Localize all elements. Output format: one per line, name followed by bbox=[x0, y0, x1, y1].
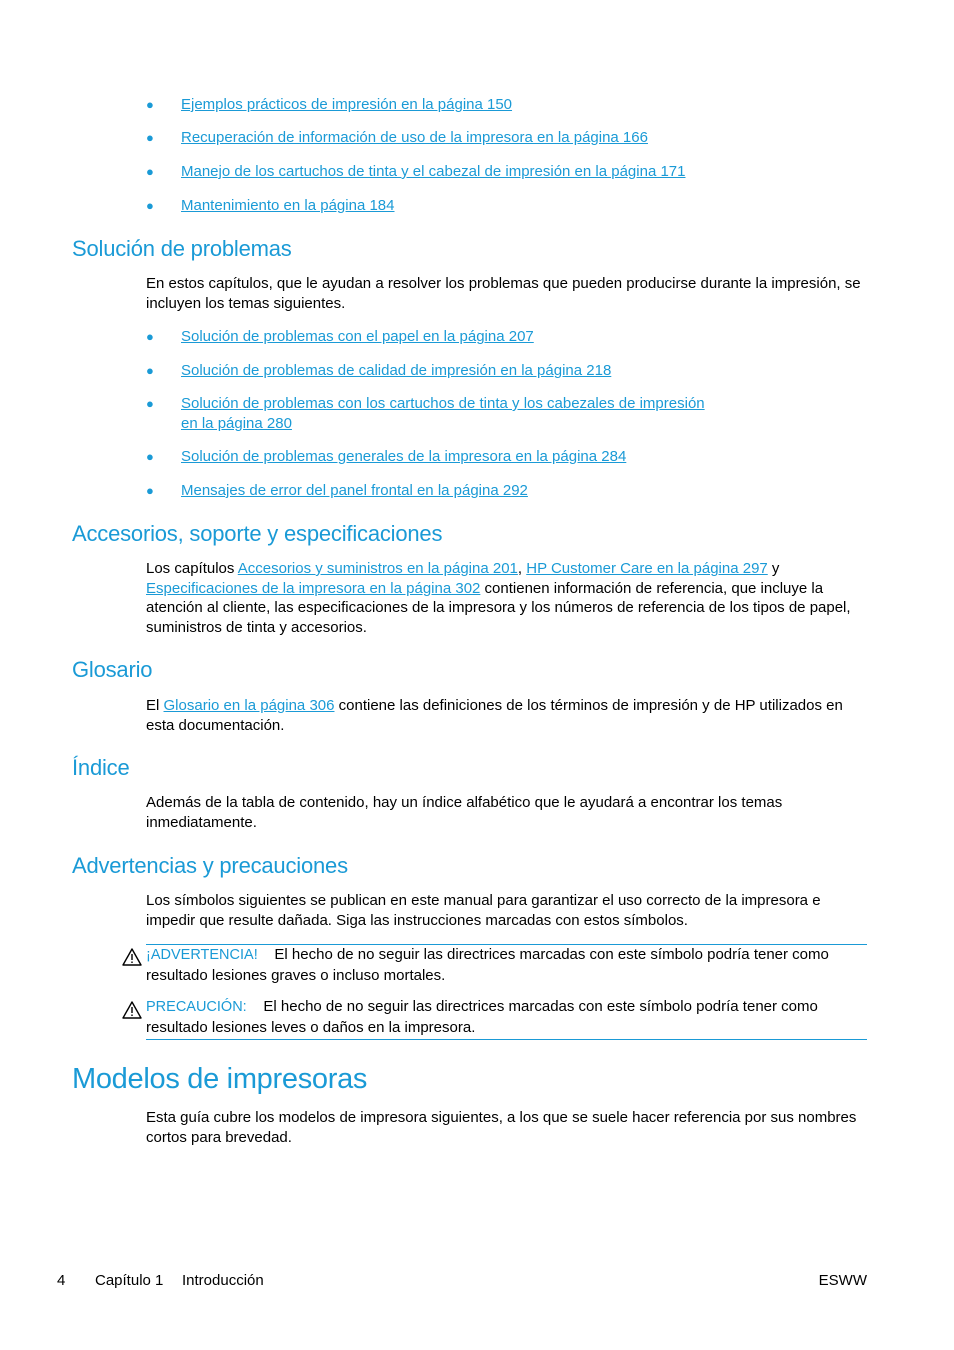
link-generales[interactable]: Solución de problemas generales de la impresora en la página 284 bbox=[181, 448, 627, 465]
bullet-icon: ● bbox=[146, 329, 154, 344]
text-fragment: El bbox=[146, 697, 164, 714]
warning-body: El hecho de no seguir las directrices marcadas con este símbolo podría tener como resultado lesiones graves o incluso mortales. bbox=[146, 946, 829, 984]
bullet-icon: ● bbox=[146, 164, 154, 179]
advertencias-text: Los símbolos siguientes se publican en este manual para garantizar el uso correcto de la impresora e impedir que resulte dañada. Siga las instrucciones marcadas con estos símbolos. bbox=[146, 892, 821, 929]
heading-indice: Índice bbox=[72, 755, 130, 780]
link-accesorios[interactable]: Accesorios y suministros en la página 201 bbox=[237, 560, 518, 577]
heading-solucion: Solución de problemas bbox=[72, 236, 292, 261]
footer-code: ESWW bbox=[818, 1272, 867, 1289]
bullet-icon: ● bbox=[146, 396, 154, 411]
caution-note bbox=[146, 997, 867, 1040]
link-cartuchos-cabezales-cont[interactable]: en la página 280 bbox=[181, 415, 292, 432]
text-fragment: y bbox=[767, 560, 780, 577]
text-fragment: , bbox=[517, 560, 527, 577]
heading-accesorios: Accesorios, soporte y especificaciones bbox=[72, 521, 443, 546]
text-fragment: contienen información de referencia, que incluye la atención al cliente, las especificaciones de la impresora y los números de referencia de los tipos de papel, suministros de tinta y accesorios. bbox=[146, 579, 851, 636]
link-mantenimiento[interactable]: Mantenimiento en la página 184 bbox=[181, 197, 395, 214]
caution-triangle-icon bbox=[122, 1001, 142, 1019]
bullet-icon: ● bbox=[146, 97, 154, 112]
indice-text: Además de la tabla de contenido, hay un índice alfabético que le ayudará a encontrar los temas inmediatamente. bbox=[146, 794, 783, 831]
glosario-text bbox=[146, 696, 871, 735]
link-recuperacion[interactable]: Recuperación de información de uso de la impresora en la página 166 bbox=[181, 129, 648, 146]
bullet-icon: ● bbox=[146, 449, 154, 464]
warning-text bbox=[146, 945, 867, 985]
footer-chapter: Capítulo 1 bbox=[95, 1272, 164, 1289]
footer-title: Introducción bbox=[182, 1272, 264, 1289]
text-fragment: contiene las definiciones de los términos de impresión y de HP utilizados en esta documentación. bbox=[146, 697, 843, 734]
link-ejemplos[interactable]: Ejemplos prácticos de impresión en la página 150 bbox=[181, 96, 513, 113]
page-number: 4 bbox=[57, 1272, 66, 1289]
text-fragment: Los capítulos bbox=[146, 560, 238, 577]
solucion-intro: En estos capítulos, que le ayudan a resolver los problemas que pueden producirse durante la impresión, se incluyen los temas siguientes. bbox=[146, 275, 861, 312]
link-glosario[interactable]: Glosario en la página 306 bbox=[163, 697, 335, 714]
warning-note bbox=[146, 944, 867, 985]
heading-advertencias: Advertencias y precauciones bbox=[72, 853, 348, 878]
link-customer-care[interactable]: HP Customer Care en la página 297 bbox=[526, 560, 768, 577]
bullet-icon: ● bbox=[146, 198, 154, 213]
bullet-icon: ● bbox=[146, 483, 154, 498]
modelos-text: Esta guía cubre los modelos de impresora siguientes, a los que se suele hacer referencia por sus nombres cortos para brevedad. bbox=[146, 1109, 857, 1146]
link-calidad[interactable]: Solución de problemas de calidad de impresión en la página 218 bbox=[181, 362, 612, 379]
link-especificaciones[interactable]: Especificaciones de la impresora en la página 302 bbox=[146, 579, 481, 597]
warning-label: ¡ADVERTENCIA! bbox=[146, 947, 258, 963]
heading-modelos: Modelos de impresoras bbox=[72, 1063, 368, 1095]
heading-glosario: Glosario bbox=[72, 657, 153, 682]
caution-text bbox=[146, 997, 867, 1037]
link-mensajes-error[interactable]: Mensajes de error del panel frontal en la página 292 bbox=[181, 482, 528, 499]
bullet-icon: ● bbox=[146, 130, 154, 145]
link-manejo-cartuchos[interactable]: Manejo de los cartuchos de tinta y el cabezal de impresión en la página 171 bbox=[181, 163, 686, 180]
caution-body: El hecho de no seguir las directrices marcadas con este símbolo podría tener como resultado lesiones leves o daños en la impresora. bbox=[146, 998, 818, 1036]
bullet-icon: ● bbox=[146, 363, 154, 378]
caution-label: PRECAUCIÓN: bbox=[146, 999, 247, 1015]
warning-triangle-icon bbox=[122, 948, 142, 966]
link-cartuchos-cabezales[interactable]: Solución de problemas con los cartuchos de tinta y los cabezales de impresión bbox=[181, 395, 705, 412]
accesorios-text bbox=[146, 559, 871, 637]
link-papel[interactable]: Solución de problemas con el papel en la página 207 bbox=[181, 328, 534, 345]
